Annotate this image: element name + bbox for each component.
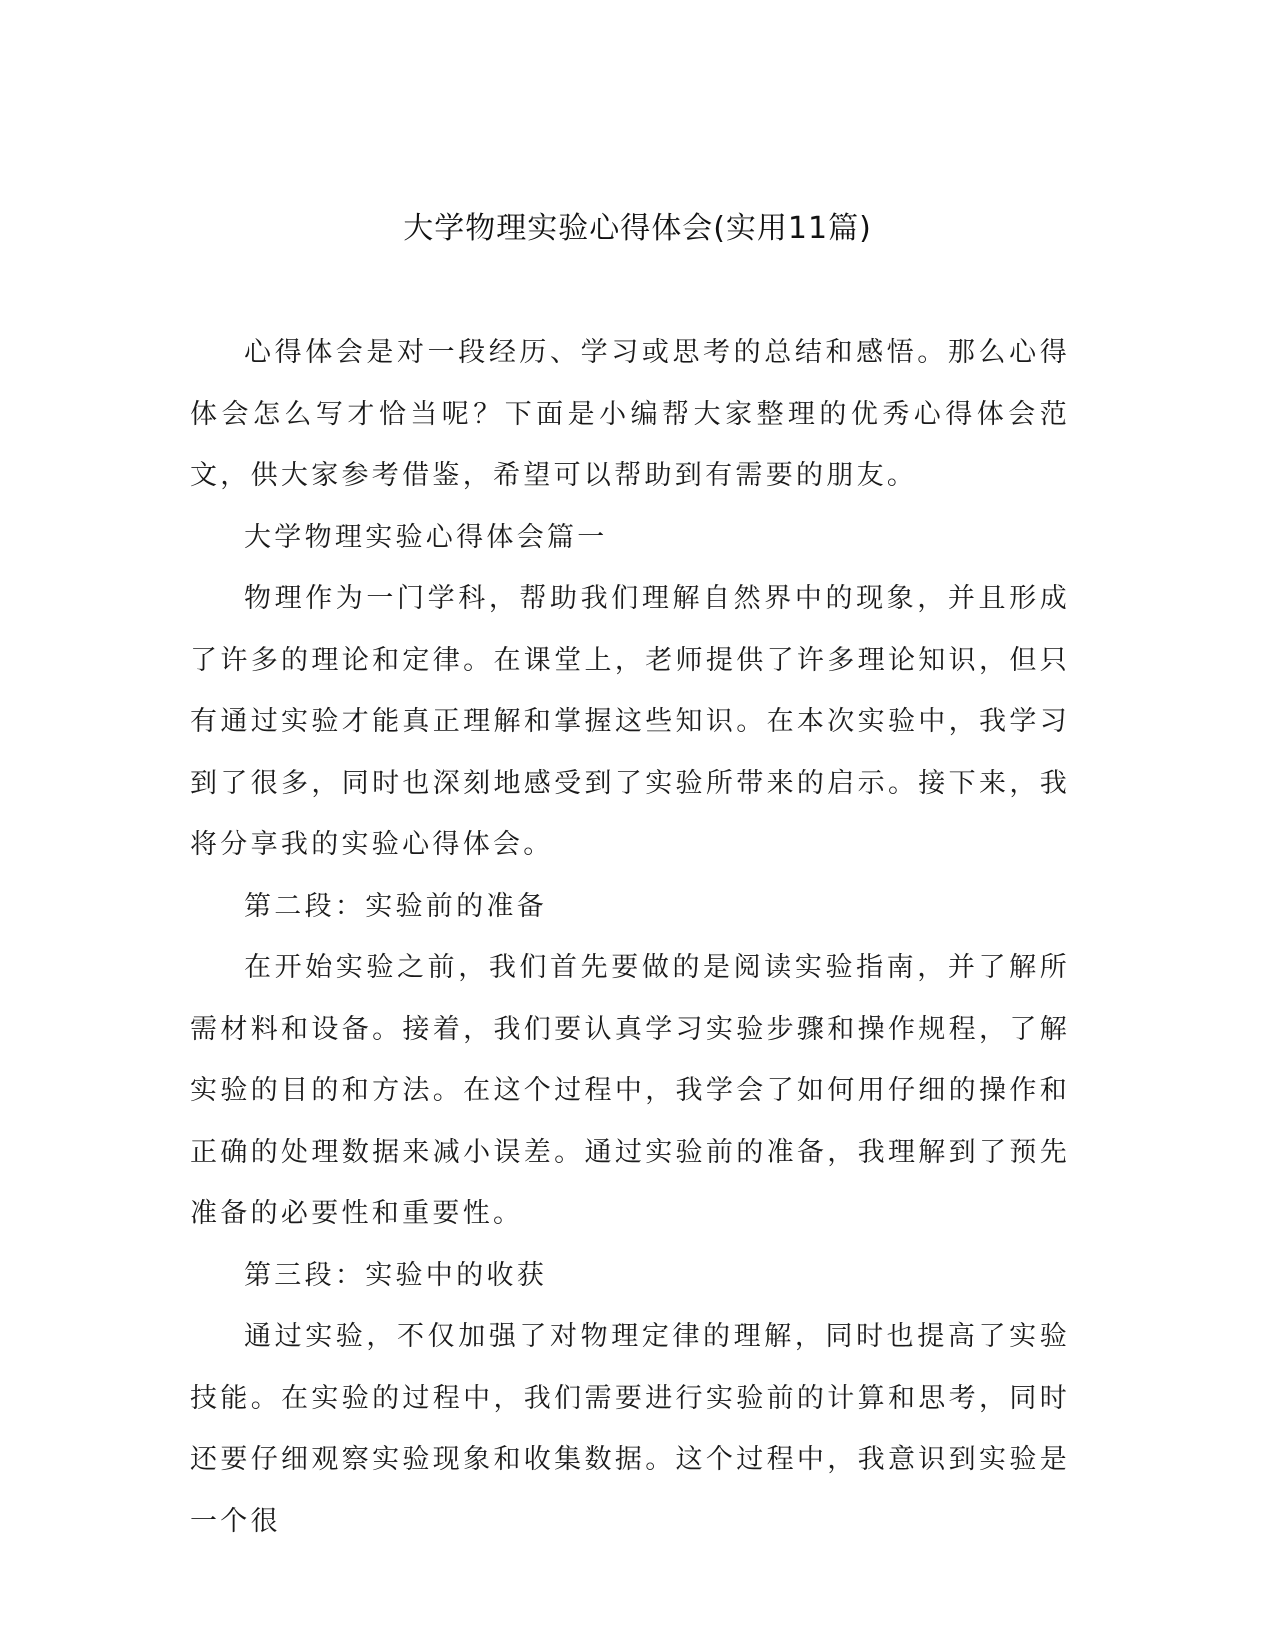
section-heading-part-one: 大学物理实验心得体会篇一 (244, 521, 608, 553)
body-paragraph: 在开始实验之前，我们首先要做的是阅读实验指南，并了解所需材料和设备。接着，我们要认真学习实验步骤和操作规程，了解实验的目的和方法。在这个过程中，我学会了如何用仔细的操作和正确的处理数据来减小误差。通过实验前的准备，我理解到了预先准备的必要性和重要性。 (190, 952, 1070, 1229)
document-body (190, 322, 1070, 1552)
section-heading-part-two: 第二段：实验前的准备 (244, 890, 547, 922)
document-title: 大学物理实验心得体会(实用11篇) (403, 211, 872, 246)
body-paragraph: 通过实验，不仅加强了对物理定律的理解，同时也提高了实验技能。在实验的过程中，我们需要进行实验前的计算和思考，同时还要仔细观察实验现象和收集数据。这个过程中，我意识到实验是一个很 (190, 1321, 1070, 1537)
intro-paragraph: 心得体会是对一段经历、学习或思考的总结和感悟。那么心得体会怎么写才恰当呢？下面是小编帮大家整理的优秀心得体会范文，供大家参考借鉴，希望可以帮助到有需要的朋友。 (190, 337, 1070, 491)
section-heading-part-three: 第三段：实验中的收获 (244, 1259, 547, 1291)
body-paragraph: 物理作为一门学科，帮助我们理解自然界中的现象，并且形成了许多的理论和定律。在课堂上，老师提供了许多理论知识，但只有通过实验才能真正理解和掌握这些知识。在本次实验中，我学习到了很多，同时也深刻地感受到了实验所带来的启示。接下来，我将分享我的实验心得体会。 (190, 583, 1070, 860)
